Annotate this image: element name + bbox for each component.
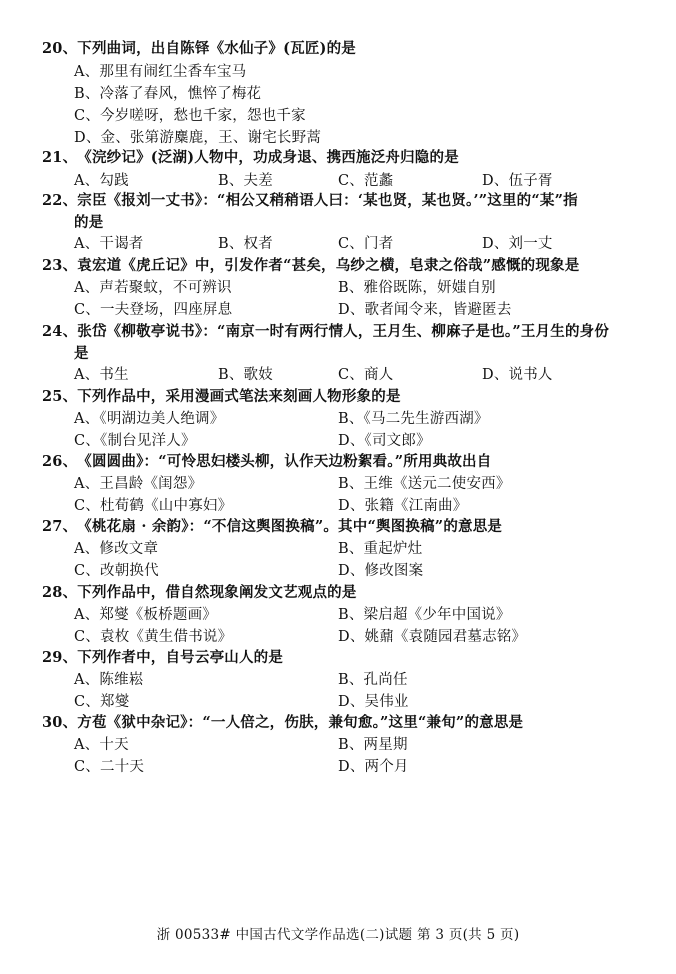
option-b: B、王维《送元二使安西》 <box>338 476 511 492</box>
option-b: B、两星期 <box>338 737 408 753</box>
option-a: A、郑燮《板桥题画》 <box>74 607 217 623</box>
option-c: C、郑燮 <box>74 694 130 710</box>
option-d: D、金、张第游麋鹿，王、谢宅长野蒿 <box>74 130 322 146</box>
option-c: C、二十天 <box>74 759 145 775</box>
question-number: 23、 <box>42 257 78 274</box>
question-24 <box>42 321 642 362</box>
option-b: B、重起炉灶 <box>338 541 423 557</box>
question-30 <box>42 712 642 734</box>
question-28 <box>42 582 642 604</box>
question-stem-continued: 是 <box>74 345 89 362</box>
question-stem: 下列作品中，借自然现象阐发文艺观点的是 <box>77 584 357 601</box>
option-d: D、吴伟业 <box>338 694 409 710</box>
question-number: 26、 <box>42 453 78 470</box>
option-c: C、《制台见洋人》 <box>74 433 196 449</box>
option-c: C、今岁嗟呀，愁也千家，怨也千家 <box>74 108 306 124</box>
question-number: 30、 <box>42 714 78 731</box>
option-d: D、修改图案 <box>338 563 424 579</box>
question-stem: 下列作者中，自号云亭山人的是 <box>77 649 284 666</box>
question-stem: 《圆圆曲》：“可怜思妇楼头柳，认作天边粉絮看。”所用典故出自 <box>77 453 492 470</box>
option-b: B、梁启超《少年中国说》 <box>338 607 511 623</box>
option-a: A、陈维崧 <box>74 672 144 688</box>
question-number: 28、 <box>42 584 78 601</box>
question-number: 21、 <box>42 149 78 166</box>
option-c: C、门者 <box>338 236 394 252</box>
page-footer: 浙 00533# 中国古代文学作品选(二)试题 第 3 页(共 5 页) <box>156 927 520 943</box>
question-number: 22、 <box>42 192 78 209</box>
question-26 <box>42 451 642 473</box>
question-stem: 张岱《柳敬亭说书》：“南京一时有两行情人，王月生、柳麻子是也。”王月生的身份 <box>77 323 610 340</box>
option-b: B、歌妓 <box>218 367 273 383</box>
question-23 <box>42 255 642 277</box>
question-number: 27、 <box>42 518 78 535</box>
question-20 <box>42 38 642 60</box>
option-d: D、刘一丈 <box>482 236 553 252</box>
question-27 <box>42 516 642 538</box>
option-a: A、声若聚蚊，不可辨识 <box>74 280 232 296</box>
question-stem: 宗臣《报刘一丈书》：“相公又稍稍语人曰：‘某也贤，某也贤。’”这里的“某”指 <box>77 192 578 209</box>
option-c: C、一夫登场，四座屏息 <box>74 302 233 318</box>
option-a: A、修改文章 <box>74 541 159 557</box>
question-number: 20、 <box>42 40 78 57</box>
question-stem: 方苞《狱中杂记》：“一人倍之，伤肤，兼旬愈。”这里“兼旬”的意思是 <box>77 714 524 731</box>
option-a: A、书生 <box>74 367 129 383</box>
option-d: D、张籍《江南曲》 <box>338 498 468 514</box>
question-21 <box>42 147 642 169</box>
question-stem: 下列曲词，出自陈铎《水仙子》(瓦匠)的是 <box>77 40 357 57</box>
option-d: D、说书人 <box>482 367 553 383</box>
question-stem: 下列作品中，采用漫画式笔法来刻画人物形象的是 <box>77 388 401 405</box>
question-25 <box>42 386 642 408</box>
option-c: C、改朝换代 <box>74 563 159 579</box>
option-c: C、商人 <box>338 367 394 383</box>
question-number: 24、 <box>42 323 78 340</box>
option-a: A、十天 <box>74 737 129 753</box>
question-stem: 《桃花扇 · 余韵》：“不信这舆图换稿”。其中“舆图换稿”的意思是 <box>77 518 503 535</box>
option-d: D、姚鼐《袁随园君墓志铭》 <box>338 629 527 645</box>
option-d: D、伍子胥 <box>482 173 553 189</box>
option-d: D、两个月 <box>338 759 409 775</box>
option-c: C、杜荀鹤《山中寡妇》 <box>74 498 233 514</box>
option-b: B、孔尚任 <box>338 672 408 688</box>
option-a: A、那里有闹红尘香车宝马 <box>74 64 247 80</box>
question-22 <box>42 190 642 231</box>
option-a: A、《明湖边美人绝调》 <box>74 411 225 427</box>
option-b: B、《马二先生游西湖》 <box>338 411 489 427</box>
question-number: 25、 <box>42 388 78 405</box>
option-d: D、《司文郎》 <box>338 433 431 449</box>
option-b: B、冷落了春风，憔悴了梅花 <box>74 86 262 102</box>
option-a: A、勾践 <box>74 173 129 189</box>
option-a: A、干谒者 <box>74 236 144 252</box>
question-29 <box>42 647 642 669</box>
option-b: B、夫差 <box>218 173 273 189</box>
question-stem: 《浣纱记》(泛湖)人物中，功成身退、携西施泛舟归隐的是 <box>77 149 459 166</box>
option-d: D、歌者闻令来，皆避匿去 <box>338 302 512 318</box>
option-c: C、袁枚《黄生借书说》 <box>74 629 233 645</box>
question-stem-continued: 的是 <box>74 214 104 231</box>
option-c: C、范蠡 <box>338 173 394 189</box>
question-stem: 袁宏道《虎丘记》中，引发作者“甚矣，乌纱之横，皂隶之俗哉”感慨的现象是 <box>77 257 580 274</box>
option-b: B、雅俗既陈，妍媸自别 <box>338 280 496 296</box>
option-a: A、王昌龄《闺怨》 <box>74 476 203 492</box>
question-number: 29、 <box>42 649 78 666</box>
option-b: B、权者 <box>218 236 273 252</box>
